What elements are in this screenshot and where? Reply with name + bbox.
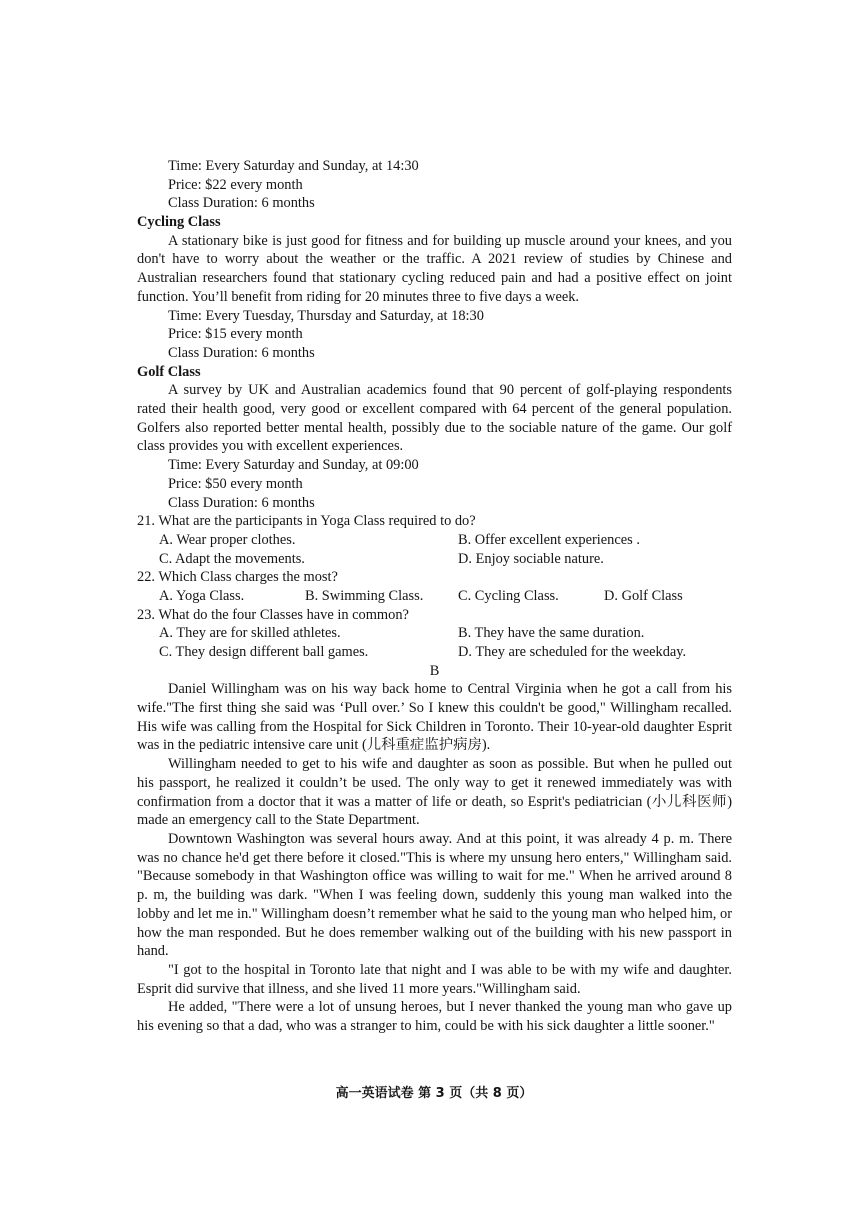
- swimming-time: Time: Every Saturday and Sunday, at 14:30: [168, 158, 419, 174]
- question-23-option-b: B. They have the same duration.: [458, 625, 645, 642]
- golf-price: Price: $50 every month: [168, 475, 303, 492]
- page-footer: 高一英语试卷 第 3 页（共 8 页）: [335, 1086, 533, 1101]
- exam-page: [137, 157, 732, 1036]
- passage-b-paragraph-4: "I got to the hospital in Toronto late that night and I was able to be with my wife and daughter. Esprit did survive that illness, and she lived 11 more years."Willingham said.: [137, 961, 732, 997]
- question-21-option-c: C. Adapt the movements.: [159, 550, 305, 567]
- question-22-option-a: A. Yoga Class.: [159, 587, 245, 604]
- cycling-price: Price: $15 every month: [168, 326, 303, 343]
- golf-heading: Golf Class: [137, 363, 201, 380]
- question-23-option-c: C. They design different ball games.: [159, 644, 369, 660]
- cycling-heading: Cycling Class: [137, 214, 221, 231]
- cycling-duration: Class Duration: 6 months: [168, 344, 315, 361]
- question-22-option-d: D. Golf Class: [604, 587, 683, 604]
- question-22-option-b: B. Swimming Class.: [305, 587, 424, 604]
- cycling-time: Time: Every Tuesday, Thursday and Saturday, at 18:30: [168, 307, 484, 324]
- question-23-option-a: A. They are for skilled athletes.: [159, 625, 341, 642]
- passage-b-paragraph-1: Daniel Willingham was on his way back home to Central Virginia when he got a call from his wife."The first thing she said was ‘Pull over.’ So I knew this couldn't be good," Willingham recalled. His wife was calling from the Hospital for Sick Children in Toronto. Their 10-year-old daughter Esprit was in the pediatric intensive care unit (儿科重症监护病房).: [137, 681, 732, 754]
- question-23-options-row-1: [137, 624, 732, 643]
- question-21-options-row-2: [137, 550, 732, 569]
- golf-time: Time: Every Saturday and Sunday, at 09:00: [168, 457, 419, 474]
- swimming-price: Price: $22 every month: [168, 176, 303, 193]
- question-22-stem: 22. Which Class charges the most?: [137, 569, 338, 586]
- question-21-options-row-1: [137, 531, 732, 550]
- passage-b-paragraph-5: He added, "There were a lot of unsung heroes, but I never thanked the young man who gave up his evening so that a dad, who was a stranger to him, could be with his sick daughter a little sooner.": [137, 999, 732, 1035]
- cycling-body: A stationary bike is just good for fitness and for building up muscle around your knees, and you don't have to worry about the weather or the traffic. A 2021 review of studies by Chinese and Australian researchers found that stationary cycling reduced pain and had a positive effect on joint function. You’ll benefit from riding for 20 minutes three to five days a week.: [137, 232, 732, 305]
- passage-b-label: B: [429, 662, 440, 679]
- question-23-options-row-2: [137, 643, 732, 662]
- question-23-option-d: D. They are scheduled for the weekday.: [458, 644, 687, 660]
- question-22-options-row: [137, 587, 732, 606]
- question-22-option-c: C. Cycling Class.: [458, 587, 559, 604]
- golf-duration: Class Duration: 6 months: [168, 494, 315, 511]
- passage-b-paragraph-3: Downtown Washington was several hours away. And at this point, it was already 4 p. m. There was no chance he'd get there before it closed."This is where my unsung hero enters," Willingham said. "Because somebody in that Washington office was willing to wait for me." When he arrived around 8 p. m, the building was dark. "When I was feeling down, suddenly this young man walked into the lobby and let me in." Willingham doesn’t remember what he said to the young man who helped him, or how the man responded. But he does remember walking out of the building with his new passport in hand.: [137, 831, 732, 960]
- swimming-duration: Class Duration: 6 months: [168, 195, 315, 212]
- question-23-stem: 23. What do the four Classes have in common?: [137, 606, 409, 623]
- golf-body: A survey by UK and Australian academics found that 90 percent of golf-playing respondents rated their health good, very good or excellent compared with 64 percent of the general population. Golfers also reported better mental health, possibly due to the sociable nature of the game. Our golf class provides you with excellent experiences.: [137, 382, 732, 455]
- question-21-stem: 21. What are the participants in Yoga Class required to do?: [137, 513, 476, 530]
- question-21-option-a: A. Wear proper clothes.: [159, 531, 296, 548]
- question-21-option-d: D. Enjoy sociable nature.: [458, 550, 604, 567]
- passage-b-paragraph-2: Willingham needed to get to his wife and daughter as soon as possible. But when he pulled out his passport, he realized it couldn’t be used. The only way to get it renewed immediately was with confirmation from a doctor that it was a matter of life or death, so Esprit's pediatrician (小儿科医师) made an emergency call to the State Department.: [137, 756, 732, 829]
- question-21-option-b: B. Offer excellent experiences .: [458, 531, 640, 548]
